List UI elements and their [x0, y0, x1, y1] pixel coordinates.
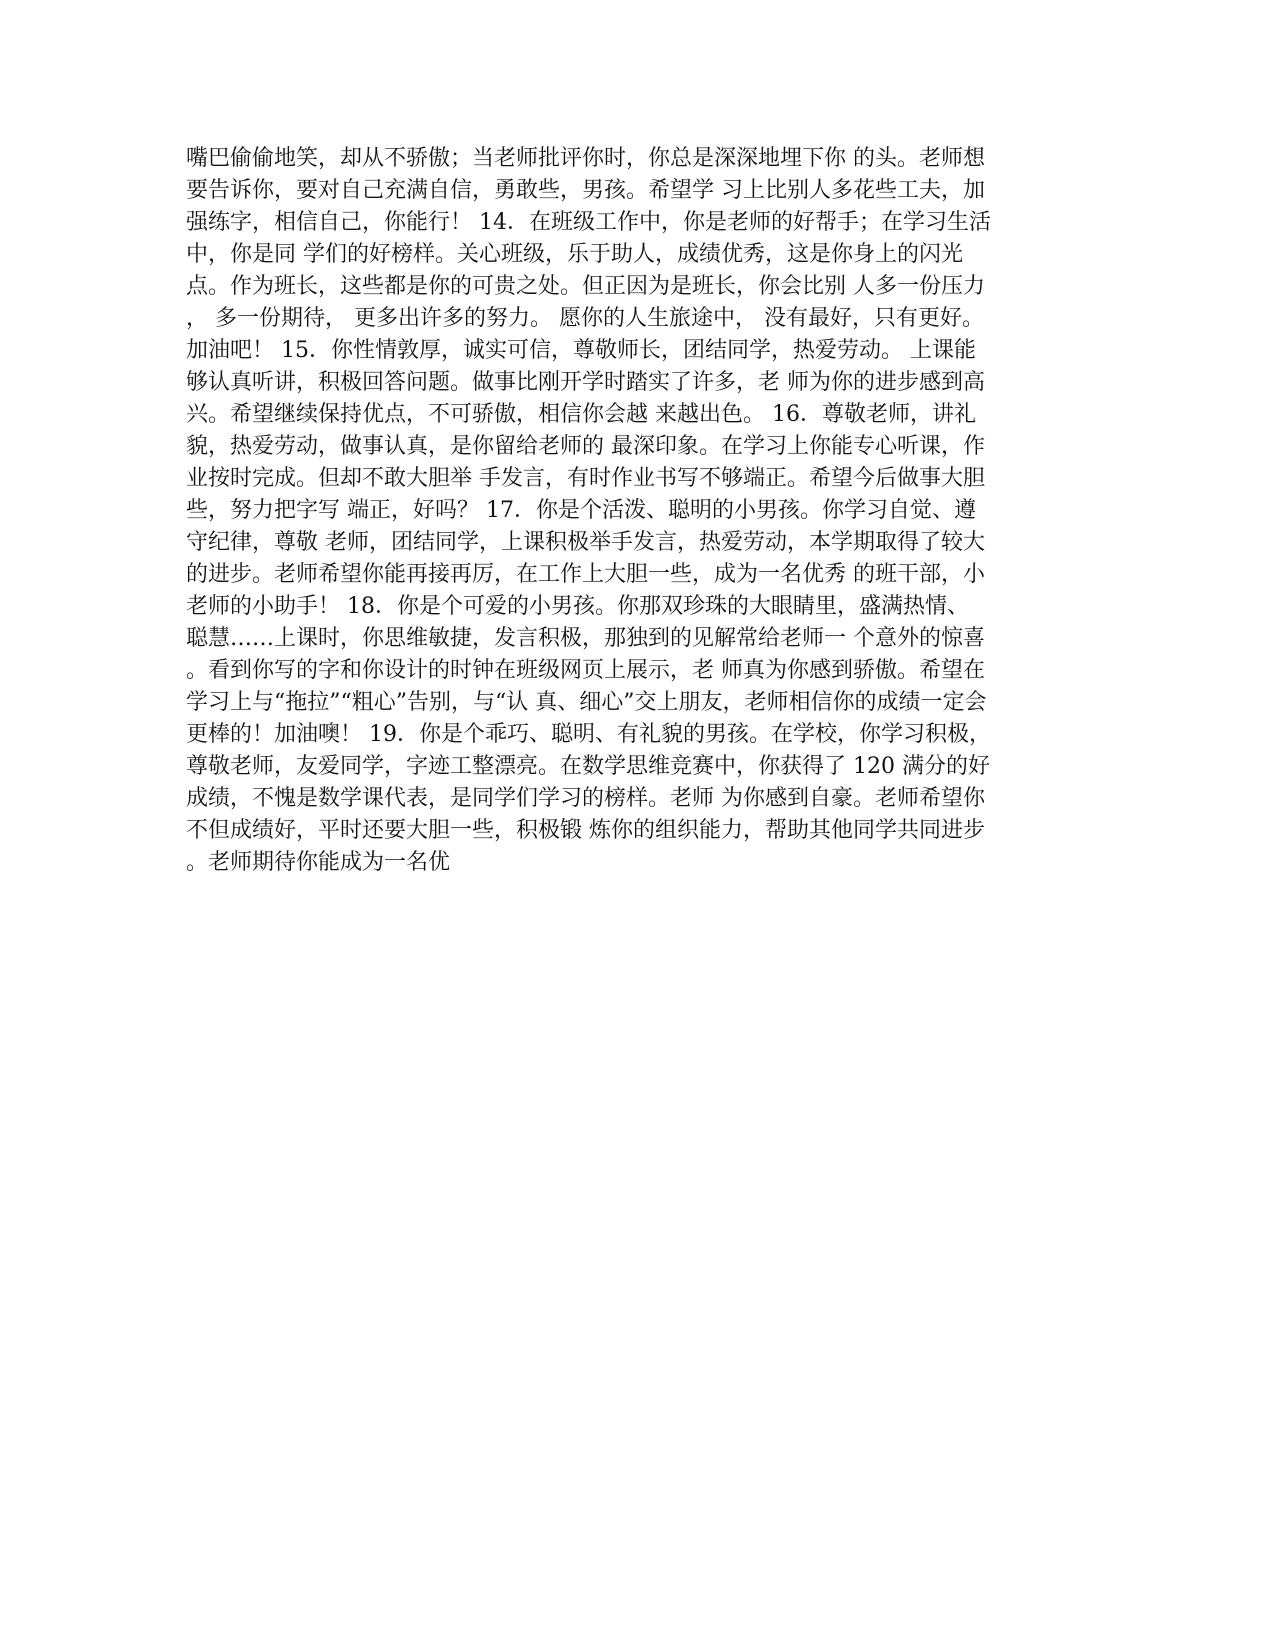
text-line: 成绩，不愧是数学课代表，是同学们学习的榜样。老师 为你感到自豪。老师希望你	[186, 786, 985, 811]
text-line: 尊敬老师，友爱同学，字迹工整漂亮。在数学思维竞赛中，你获得了 120 满分的好	[186, 754, 990, 779]
text-line: 更棒的！加油噢！ 19．你是个乖巧、聪明、有礼貌的男孩。在学校，你学习积极，	[186, 722, 991, 747]
text-line: 聪慧……上课时，你思维敏捷，发言积极，那独到的见解常给老师一 个意外的惊喜	[186, 626, 985, 651]
text-line: 强练字，相信自己，你能行！ 14．在班级工作中，你是老师的好帮手；在学习生活	[186, 210, 991, 235]
text-line: 学习上与“拖拉”“粗心”告别，与“认 真、细心”交上朋友，老师相信你的成绩一定会	[186, 690, 987, 715]
text-line: 不但成绩好，平时还要大胆一些，积极锻 炼你的组织能力，帮助其他同学共同进步	[186, 818, 985, 843]
text-line: 加油吧！ 15．你性情敦厚，诚实可信，尊敬师长，团结同学，热爱劳动。 上课能	[186, 338, 976, 363]
text-line: 业按时完成。但却不敢大胆举 手发言，有时作业书写不够端正。希望今后做事大胆	[186, 466, 985, 491]
text-line: 够认真听讲，积极回答问题。做事比刚开学时踏实了许多，老 师为你的进步感到高	[186, 370, 985, 395]
text-line: 要告诉你，要对自己充满自信，勇敢些，男孩。希望学 习上比别人多花些工夫，加	[186, 178, 985, 203]
text-line: 。老师期待你能成为一名优	[186, 850, 451, 875]
text-line: 老师的小助手！ 18．你是个可爱的小男孩。你那双珍珠的大眼睛里，盛满热情、	[186, 594, 969, 619]
document-body	[186, 143, 1106, 879]
text-line: 守纪律，尊敬 老师，团结同学，上课积极举手发言，热爱劳动，本学期取得了较大	[186, 530, 985, 555]
text-line: 兴。希望继续保持优点，不可骄傲，相信你会越 来越出色。 16．尊敬老师，讲礼	[186, 402, 976, 427]
text-line: 点。作为班长，这些都是你的可贵之处。但正因为是班长，你会比别 人多一份压力	[186, 274, 985, 299]
text-line: 。看到你写的字和你设计的时钟在班级网页上展示，老 师真为你感到骄傲。希望在	[186, 658, 985, 683]
text-line: 中，你是同 学们的好榜样。关心班级，乐于助人，成绩优秀，这是你身上的闪光	[186, 242, 963, 267]
text-line: 些，努力把字写 端正，好吗？ 17．你是个活泼、聪明的小男孩。你学习自觉、遵	[186, 498, 976, 523]
text-line: 的进步。老师希望你能再接再厉，在工作上大胆一些，成为一名优秀 的班干部，小	[186, 562, 985, 587]
text-line: 嘴巴偷偷地笑，却从不骄傲；当老师批评你时，你总是深深地埋下你 的头。老师想	[186, 146, 985, 171]
text-line: ， 多一份期待， 更多出许多的努力。 愿你的人生旅途中， 没有最好，只有更好。	[186, 306, 984, 331]
text-line: 貌，热爱劳动，做事认真，是你留给老师的 最深印象。在学习上你能专心听课，作	[186, 434, 985, 459]
